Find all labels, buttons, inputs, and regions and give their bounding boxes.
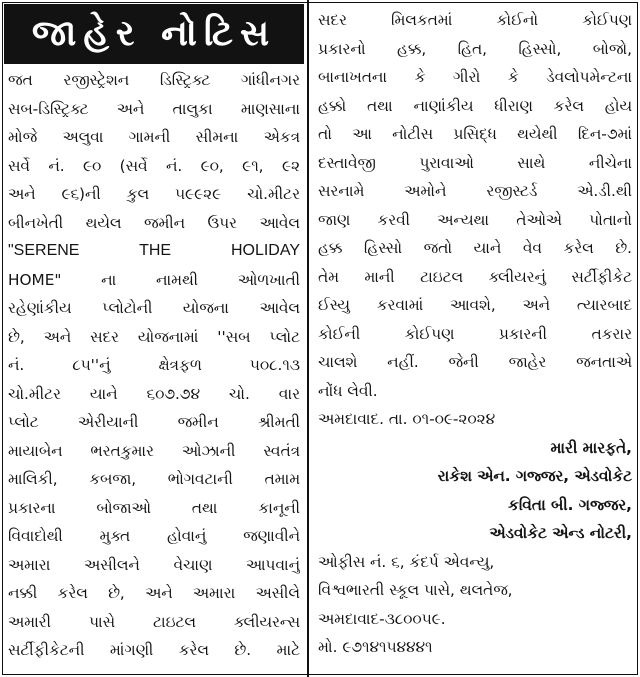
left-line: માલિકી, કબજા, ભોગવટાની તમામ [8, 470, 300, 488]
left-line: રહેણાંકીય પ્લોટોની યોજના આવેલ [8, 299, 300, 317]
left-line: સર્ટીફીકેટની માંગણી કરેલ છે. માટે [8, 641, 300, 659]
right-line: સરનામે અમોને રજીસ્ટર્ડ એ.ડી.થી [318, 182, 632, 200]
left-line: HOME" ના નામથી ઓળખાતી [8, 270, 300, 289]
right-line: પ્રકારનો હક્ક, હિત, હિસ્સો, બોજો, [318, 39, 632, 58]
right-line: તેમ માની ટાઇટલ ક્લીયરનું સર્ટીફીકેટ [318, 267, 632, 286]
left-line: પ્લોટ એરીયાની જમીન શ્રીમતી [8, 413, 300, 431]
right-line: સદર મિલકતમાં કોઈનો કોઈપણ [318, 11, 632, 29]
advocate-name-1: રાકેશ એન. ગજ્જર, એડવોકેટ [437, 467, 632, 485]
address-line: અમદાવાદ-૩૮૦૦૫૯. [318, 609, 446, 628]
left-line: માયાબેન ભરતકુમાર ઓઝાની સ્વતંત્ર [8, 441, 300, 460]
left-line: મોજે અલુવા ગામની સીમના એકત્ર [8, 128, 300, 146]
right-line: કોઈની કોઈપણ પ્રકારની તકરાર [318, 324, 632, 343]
right-line: ઈસ્યુ કરવામાં આવશે, અને ત્યારબાદ [318, 296, 632, 314]
address-line: વિશ્વભારતી સ્કૂલ પાસે, થલતેજ, [318, 581, 513, 599]
left-column [8, 66, 300, 665]
signature-through: મારી મારફતે, [550, 438, 632, 457]
left-line: સર્વે નં. ૯૦ (સર્વે નં. ૯૦, ૯૧, ૯૨ [8, 156, 300, 175]
left-line: અને ૯૬)ની કુલ ૫૯૯૨૯ ચો.મીટર [8, 185, 300, 203]
mobile-number: મો. ૯૭૧૪૧૫૪૪૪૧ [318, 638, 433, 656]
left-line: સબ-ડિસ્ટ્રિક્ટ અને તાલુકા માણસાના [8, 99, 300, 118]
left-line: ચો.મીટર યાને ૬૦૭.૭૪ ચો. વાર [8, 384, 300, 403]
left-line: નક્કી કરેલ છે, અને અમારા અસીલે [8, 584, 300, 602]
left-line: બીનખેતી થયેલ જમીન ઉપર આવેલ [8, 213, 300, 232]
advocate-name-2: કવિતા બી. ગજ્જર, [508, 495, 632, 514]
right-line: ચાલશે નહીં. જેની જાહેર જનતાએ [318, 353, 632, 371]
right-line: હક્ક હિસ્સો જતો યાને વેવ કરેલ છે. [318, 239, 632, 257]
left-line: "SERENE THE HOLIDAY [8, 242, 300, 259]
left-line: વિવાદોથી મુક્ત હોવાનું જણાવીને [8, 527, 300, 545]
advocate-designation: એડવોકેટ એન્ડ નોટરી, [489, 524, 632, 542]
column-divider [307, 0, 309, 677]
notice-title [4, 4, 304, 64]
left-line: અમારા અસીલને વેચાણ આપવાનું [8, 555, 300, 574]
right-column [318, 6, 632, 662]
right-line: બાનાખતના કે ગીરો કે ડેવલોપમેન્ટના [318, 68, 632, 86]
left-line: જત રજીસ્ટ્રેશન ડિસ્ટ્રિક્ટ ગાંધીનગર [8, 71, 300, 89]
right-line: નોંધ લેવી. [318, 381, 378, 400]
notice-title-text: જાહેર નોટિસ [31, 13, 277, 54]
right-line: દસ્તાવેજી પુરાવાઓ સાથે નીચેના [318, 153, 632, 172]
left-line: છે, અને સદર યોજનામાં ''સબ પ્લોટ [8, 327, 300, 346]
address-line: ઓફીસ નં. ૬, કંદર્પ એવન્યુ, [318, 552, 495, 571]
right-line: તો આ નોટીસ પ્રસિદ્ધ થયેથી દિન-૭માં [318, 125, 632, 143]
left-line: પ્રકારના બોજાઓ તથા કાનૂની [8, 498, 300, 517]
left-line: અમારી પાસે ટાઇટલ ક્લીયરન્સ [8, 612, 300, 631]
right-line: હક્કો તથા નાણાંકીય ધીરાણ કરેલ હોય [318, 96, 632, 115]
right-line: જાણ કરવી અન્યથા તેઓએ પોતાનો [318, 210, 632, 229]
left-line: નં. ૮૫''નું ક્ષેત્રફળ ૫૦૮.૧૩ [8, 356, 300, 374]
place-date: અમદાવાદ. તા. ૦૧-૦૯-૨૦૨૪ [318, 410, 496, 428]
